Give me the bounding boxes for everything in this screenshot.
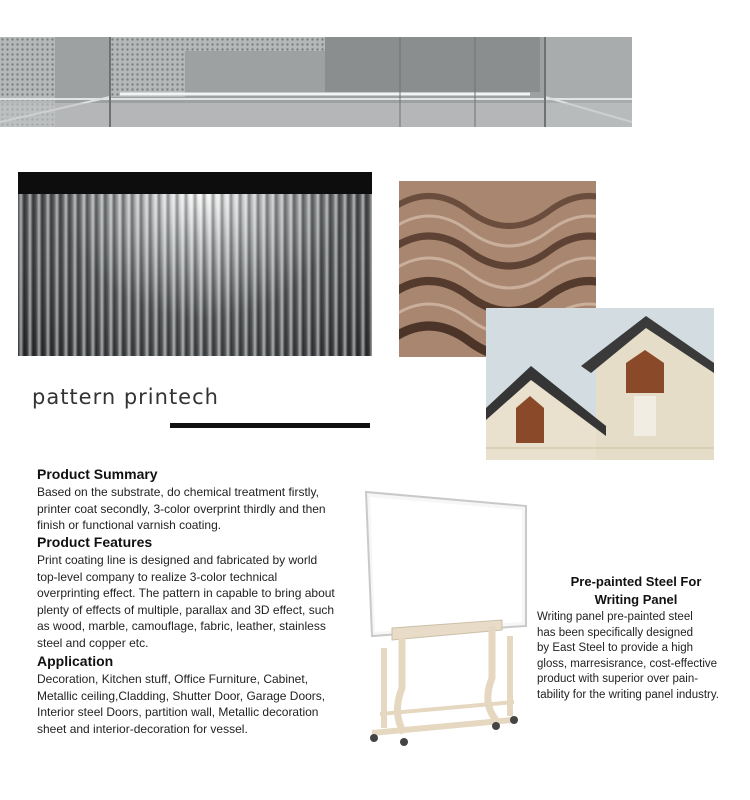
- summary-line: finish or functional varnish coating.: [37, 518, 222, 532]
- banner-image: [0, 37, 632, 127]
- summary-line: printer coat secondly, 3-color overprint thirdly and then: [37, 501, 326, 516]
- house-roof-image: [486, 308, 714, 460]
- title-underline-rule: [170, 423, 370, 428]
- summary-line: Based on the substrate, do chemical treatment firstly,: [37, 485, 319, 499]
- writing-panel-description: [537, 610, 722, 703]
- corrugated-top-shadow: [18, 172, 372, 194]
- writing-panel-title: [556, 573, 716, 609]
- features-line: Print coating line is designed and fabricated by world: [37, 553, 318, 567]
- application-line: Decoration, Kitchen stuff, Office Furniture, Cabinet,: [37, 672, 309, 686]
- product-features-heading: Product Features: [37, 534, 153, 550]
- writing-panel-line: by East Steel to provide a high: [537, 642, 693, 654]
- writing-panel-line: Writing panel pre-painted steel: [537, 611, 693, 623]
- features-line: top-level company to realize 3-color technical: [37, 569, 278, 584]
- application-line: sheet and interior-decoration for vessel.: [37, 721, 248, 736]
- writing-panel-line: product with superior over pain-: [537, 673, 699, 685]
- whiteboard-graphic: [362, 488, 532, 750]
- banner-graphic: [0, 37, 632, 127]
- whiteboard-image: [362, 488, 532, 750]
- writing-panel-title-line: Pre-painted Steel For: [570, 574, 702, 589]
- application-line: Interior steel Doors, partition wall, Metallic decoration: [37, 705, 319, 719]
- writing-panel-line: has been specifically designed: [537, 626, 693, 639]
- product-features-text: [37, 552, 357, 651]
- pattern-printech-title: pattern printech: [32, 385, 219, 409]
- product-summary-heading: Product Summary: [37, 466, 158, 482]
- features-line: plenty of effects of multiple, parallax and 3D effect, such: [37, 602, 335, 617]
- house-graphic: [486, 308, 714, 460]
- writing-panel-line: gloss, marresisrance, cost-effective: [537, 657, 718, 670]
- application-heading: Application: [37, 653, 114, 669]
- features-line: steel and copper etc.: [37, 635, 149, 650]
- writing-panel-title-line: Writing Panel: [594, 592, 678, 607]
- writing-panel-line: tability for the writing panel industry.: [537, 688, 719, 701]
- features-line: overprinting effect. The pattern in capable to bring about: [37, 586, 335, 600]
- features-line: as wood, marble, camouflage, fabric, leather, stainless: [37, 619, 326, 633]
- application-line: Metallic ceiling,Cladding, Shutter Door, Garage Doors,: [37, 688, 326, 703]
- application-text: [37, 671, 357, 737]
- corrugated-panel-image: [18, 172, 372, 356]
- product-summary-text: [37, 484, 357, 534]
